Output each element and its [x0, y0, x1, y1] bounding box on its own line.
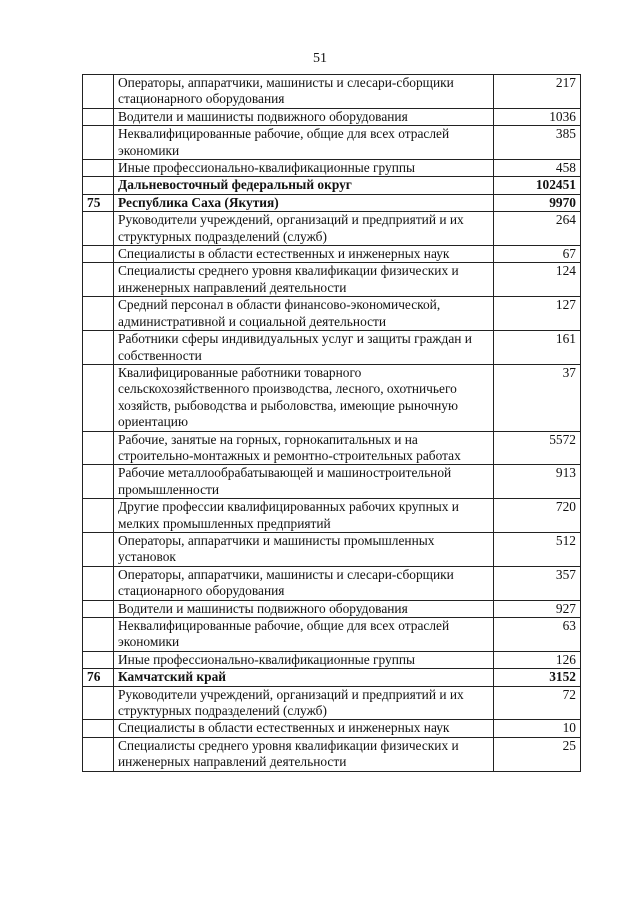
row-value-cell: 161 [494, 331, 581, 365]
table-row-region [83, 177, 581, 194]
row-name-cell: Работники сферы индивидуальных услуг и защиты граждан и собственности [114, 331, 494, 365]
row-name-cell: Специалисты среднего уровня квалификации физических и инженерных направлений деятельности [114, 263, 494, 297]
row-value-cell: 3152 [494, 669, 581, 686]
row-number-cell: 75 [83, 194, 114, 211]
row-name-cell: Рабочие, занятые на горных, горнокапитальных и на строительно-монтажных и ремонтно-строительных работах [114, 431, 494, 465]
row-number-cell [83, 108, 114, 125]
row-name-cell: Операторы, аппаратчики, машинисты и слесари-сборщики стационарного оборудования [114, 75, 494, 109]
table-row [83, 686, 581, 720]
row-number-cell [83, 618, 114, 652]
table-row [83, 160, 581, 177]
row-number-cell [83, 566, 114, 600]
row-value-cell: 63 [494, 618, 581, 652]
table-row [83, 126, 581, 160]
row-number-cell [83, 499, 114, 533]
row-number-cell [83, 364, 114, 431]
row-number-cell: 76 [83, 669, 114, 686]
row-number-cell [83, 651, 114, 668]
table-row [83, 737, 581, 771]
page-number: 51 [313, 51, 327, 66]
table-row [83, 263, 581, 297]
row-value-cell: 126 [494, 651, 581, 668]
table-row [83, 246, 581, 263]
table-row [83, 465, 581, 499]
row-name-cell: Специалисты в области естественных и инженерных наук [114, 246, 494, 263]
row-name-cell: Республика Саха (Якутия) [114, 194, 494, 211]
table-row [83, 720, 581, 737]
row-value-cell: 5572 [494, 431, 581, 465]
row-value-cell: 512 [494, 532, 581, 566]
table-row-region [83, 194, 581, 211]
row-value-cell: 102451 [494, 177, 581, 194]
row-name-cell: Специалисты среднего уровня квалификации физических и инженерных направлений деятельности [114, 737, 494, 771]
row-name-cell: Водители и машинисты подвижного оборудования [114, 600, 494, 617]
row-value-cell: 25 [494, 737, 581, 771]
row-number-cell [83, 177, 114, 194]
row-value-cell: 913 [494, 465, 581, 499]
row-name-cell: Руководители учреждений, организаций и предприятий и их структурных подразделений (служб) [114, 212, 494, 246]
row-name-cell: Другие профессии квалифицированных рабочих крупных и мелких промышленных предприятий [114, 499, 494, 533]
row-name-cell: Операторы, аппаратчики, машинисты и слесари-сборщики стационарного оборудования [114, 566, 494, 600]
row-name-cell: Иные профессионально-квалификационные группы [114, 651, 494, 668]
row-number-cell [83, 331, 114, 365]
table-row [83, 331, 581, 365]
table-row [83, 431, 581, 465]
row-number-cell [83, 737, 114, 771]
table-row [83, 499, 581, 533]
row-number-cell [83, 263, 114, 297]
row-value-cell: 720 [494, 499, 581, 533]
table-row [83, 651, 581, 668]
table-row [83, 600, 581, 617]
row-value-cell: 357 [494, 566, 581, 600]
table-row [83, 618, 581, 652]
row-number-cell [83, 75, 114, 109]
row-name-cell: Операторы, аппаратчики и машинисты промышленных установок [114, 532, 494, 566]
table-row [83, 364, 581, 431]
row-number-cell [83, 126, 114, 160]
row-value-cell: 37 [494, 364, 581, 431]
row-number-cell [83, 720, 114, 737]
row-name-cell: Руководители учреждений, организаций и предприятий и их структурных подразделений (служб) [114, 686, 494, 720]
table-row [83, 108, 581, 125]
row-name-cell: Водители и машинисты подвижного оборудования [114, 108, 494, 125]
row-value-cell: 124 [494, 263, 581, 297]
occupation-table [82, 74, 581, 772]
row-value-cell: 458 [494, 160, 581, 177]
row-value-cell: 1036 [494, 108, 581, 125]
row-number-cell [83, 246, 114, 263]
row-number-cell [83, 297, 114, 331]
row-value-cell: 385 [494, 126, 581, 160]
row-name-cell: Дальневосточный федеральный округ [114, 177, 494, 194]
row-name-cell: Камчатский край [114, 669, 494, 686]
row-number-cell [83, 465, 114, 499]
row-value-cell: 72 [494, 686, 581, 720]
row-value-cell: 10 [494, 720, 581, 737]
table-row [83, 75, 581, 109]
row-name-cell: Иные профессионально-квалификационные группы [114, 160, 494, 177]
table-row [83, 297, 581, 331]
table-row [83, 566, 581, 600]
row-name-cell: Неквалифицированные рабочие, общие для всех отраслей экономики [114, 618, 494, 652]
row-name-cell: Рабочие металлообрабатывающей и машиностроительной промышленности [114, 465, 494, 499]
row-name-cell: Специалисты в области естественных и инженерных наук [114, 720, 494, 737]
row-value-cell: 67 [494, 246, 581, 263]
row-value-cell: 264 [494, 212, 581, 246]
row-value-cell: 9970 [494, 194, 581, 211]
table-row [83, 532, 581, 566]
row-value-cell: 217 [494, 75, 581, 109]
row-value-cell: 927 [494, 600, 581, 617]
row-number-cell [83, 686, 114, 720]
row-number-cell [83, 532, 114, 566]
row-number-cell [83, 431, 114, 465]
table-row [83, 212, 581, 246]
row-name-cell: Квалифицированные работники товарного сельскохозяйственного производства, лесного, охотничьего хозяйств, рыбоводства и рыболовства, имеющие рыночную ориентацию [114, 364, 494, 431]
row-number-cell [83, 160, 114, 177]
row-number-cell [83, 600, 114, 617]
row-name-cell: Неквалифицированные рабочие, общие для всех отраслей экономики [114, 126, 494, 160]
row-number-cell [83, 212, 114, 246]
row-value-cell: 127 [494, 297, 581, 331]
table-row-region [83, 669, 581, 686]
row-name-cell: Средний персонал в области финансово-экономической, административной и социальной деятельности [114, 297, 494, 331]
